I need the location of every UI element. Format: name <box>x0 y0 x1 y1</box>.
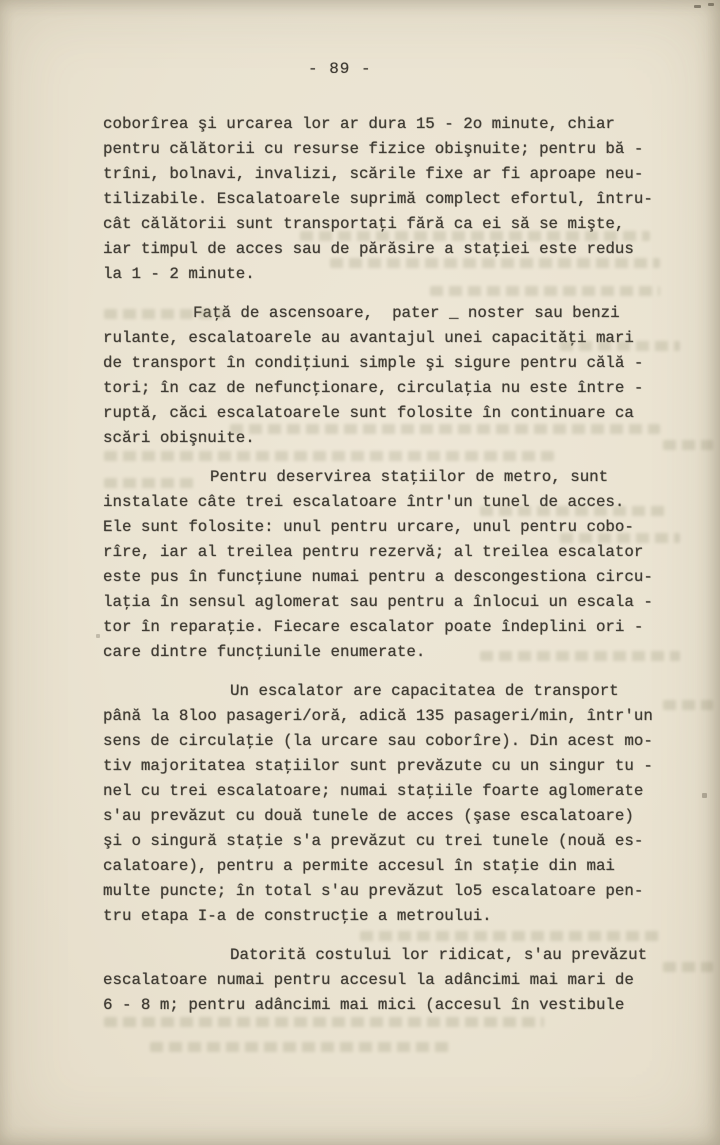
text-line: Ele sunt folosite: unul pentru urcare, unul pentru cobo- <box>103 518 634 536</box>
text-line: Faţă de ascensoare, pater _ noster sau benzi <box>193 304 620 322</box>
text-line: şi o singură staţie s'a prevăzut cu trei tunele (nouă es- <box>103 832 644 850</box>
text-line: care dintre funcţiunile enumerate. <box>103 643 426 661</box>
bleed-through-mark <box>104 1017 544 1027</box>
text-line: ruptă, căci escalatoarele sunt folosite în continuare ca <box>103 404 634 422</box>
text-line: Un escalator are capacitatea de transport <box>230 682 619 700</box>
text-line: iar timpul de acces sau de părăsire a staţiei este redus <box>103 240 634 258</box>
bleed-through-mark <box>150 1042 450 1052</box>
scan-speck <box>708 3 714 6</box>
text-line: instalate câte trei escalatoare într'un tunel de acces. <box>103 493 625 511</box>
paragraph <box>103 112 668 287</box>
text-line: rîre, iar al treilea pentru rezervă; al treilea escalator <box>103 543 644 561</box>
text-line: escalatoare numai pentru accesul la adâncimi mai mari de <box>103 971 634 989</box>
text-line: tori; în caz de nefuncţionare, circulaţia nu este între - <box>103 379 644 397</box>
text-line: 6 - 8 m; pentru adâncimi mai mici (accesul în vestibule <box>103 996 625 1014</box>
text-line: cât călătorii sunt transportaţi fără ca ei să se mişte, <box>103 215 625 233</box>
text-line: pentru călătorii cu resurse fizice obişnuite; pentru bă - <box>103 140 644 158</box>
text-line: trîni, bolnavi, invalizi, scările fixe ar fi aproape neu- <box>103 165 644 183</box>
scan-speck <box>96 634 100 638</box>
text-line: coborîrea şi urcarea lor ar dura 15 - 2o minute, chiar <box>103 115 615 133</box>
scan-speck <box>702 793 707 798</box>
text-line: tru etapa I-a de construcţie a metroului. <box>103 907 492 925</box>
paragraph <box>103 301 668 451</box>
text-line: Pentru deservirea staţiilor de metro, sunt <box>210 468 609 486</box>
text-line: multe puncte; în total s'au prevăzut lo5 escalatoare pen- <box>103 882 644 900</box>
text-line: până la 8loo pasageri/oră, adică 135 pasageri/min, într'un <box>103 707 653 725</box>
bleed-through-mark <box>663 962 713 972</box>
text-line: rulante, escalatoarele au avantajul unei capacităţi mari <box>103 329 634 347</box>
bleed-through-mark <box>663 440 713 450</box>
text-line: de transport în condiţiuni simple şi sigure pentru călă - <box>103 354 644 372</box>
page-content <box>103 112 668 1018</box>
text-line: scări obişnuite. <box>103 429 255 447</box>
bleed-through-mark <box>663 700 713 710</box>
text-line: sens de circulaţie (la urcare sau coborîre). Din acest mo- <box>103 732 653 750</box>
paragraph <box>103 679 668 929</box>
scan-speck <box>694 5 701 8</box>
text-line: nel cu trei escalatoare; numai staţiile foarte aglomerate <box>103 782 644 800</box>
page-number: - 89 - <box>308 60 372 78</box>
text-line: s'au prevăzut cu două tunele de acces (şase escalatoare) <box>103 807 634 825</box>
text-line: calatoare), pentru a permite accesul în staţie din mai <box>103 857 615 875</box>
paragraph <box>103 943 668 1018</box>
paragraph <box>103 465 668 665</box>
text-line: tor în reparaţie. Fiecare escalator poate îndeplini ori - <box>103 618 644 636</box>
text-line: tilizabile. Escalatoarele suprimă complect efortul, întru- <box>103 190 653 208</box>
text-line: este pus în funcţiune numai pentru a descongestiona circu- <box>103 568 653 586</box>
text-line: laţia în sensul aglomerat sau pentru a înlocui un escala - <box>103 593 653 611</box>
text-line: Datorită costului lor ridicat, s'au prevăzut <box>230 946 648 964</box>
text-line: tiv majoritatea staţiilor sunt prevăzute cu un singur tu - <box>103 757 653 775</box>
text-line: la 1 - 2 minute. <box>103 265 255 283</box>
